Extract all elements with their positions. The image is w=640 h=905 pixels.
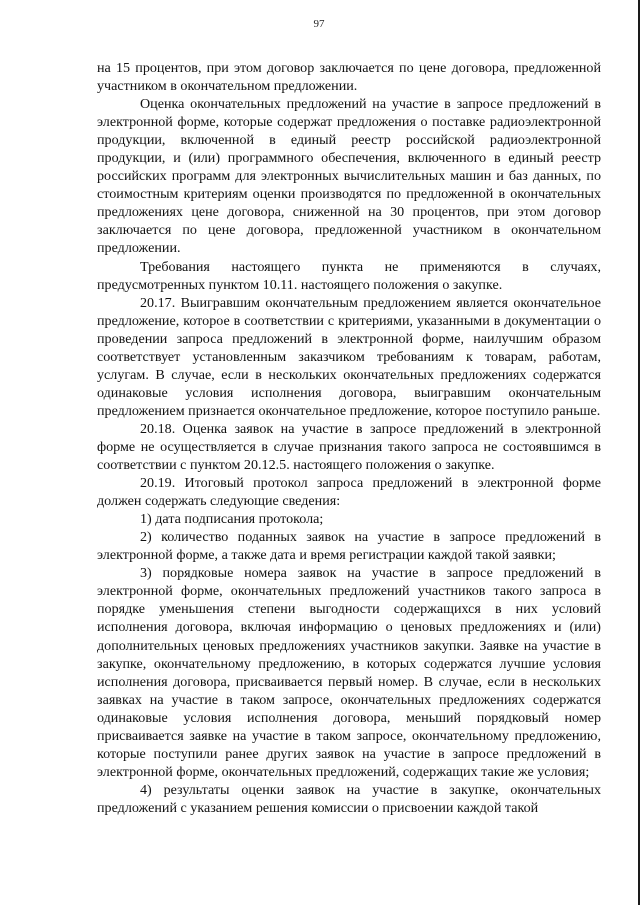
paragraph-20-18: 20.18. Оценка заявок на участие в запросе предложений в электронной форме не осуществляется в случае признания такого запроса не состоявшимся в соответствии с пунктом 20.12.5. настоящего положения о закупке. [97,420,601,474]
list-item-2: 2) количество поданных заявок на участие в запросе предложений в электронной форме, а также дата и время регистрации каждой такой заявки; [97,529,601,564]
page-number: 97 [313,18,325,30]
paragraph-20-19: 20.19. Итоговый протокол запроса предложений в электронной форме должен содержать следующие сведения: [97,475,601,510]
paragraph-evaluation-price: Оценка окончательных предложений на участие в запросе предложений в электронной форме, которые содержат предложения о поставке радиоэлектронной продукции, включенной в единый реестр российской радиоэлектронной продукции, и (или) программного обеспечения, включенного в единый реестр российских программ для электронных вычислительных машин и баз данных, по стоимостным критериям оценки производятся по предложенной в окончательных предложениях цене договора, сниженной на 30 процентов, при этом договор заключается по цене договора, предложенной участником в окончательном предложении. [97,96,601,257]
list-item-3: 3) порядковые номера заявок на участие в запросе предложений в электронной форме, окончательных предложений участников такого запроса в порядке уменьшения степени выгодности содержащихся в них условий исполнения договора, включая информацию о ценовых предложениях и (или) дополнительных ценовых предложениях участников закупки. Заявке на участие в закупке, окончательному предложению, в которых содержатся лучшие условия исполнения договора, присваивается первый номер. В случае, если в нескольких заявках на участие в таком запросе, окончательных предложениях содержатся одинаковые условия исполнения договора, меньший порядковый номер присваивается заявке на участие в таком запросе, окончательному предложению, которые поступили ранее других заявок на участие в запросе предложений в электронной форме, окончательных предложений, содержащих такие же условия; [97,565,601,780]
document-body [97,59,601,817]
paragraph-requirements: Требования настоящего пункта не применяются в случаях, предусмотренных пунктом 10.11. настоящего положения о закупке. [97,258,601,293]
paragraph-continuation: на 15 процентов, при этом договор заключается по цене договора, предложенной участником в окончательном предложении. [97,60,601,95]
paragraph-20-17: 20.17. Выигравшим окончательным предложением является окончательное предложение, которое в соответствии с критериями, указанными в документации о проведении запроса предложений в электронной форме, наилучшим образом соответствует установленным заказчиком требованиям к товарам, работам, услугам. В случае, если в нескольких окончательных предложениях содержатся одинаковые условия исполнения договора, выигравшим окончательным предложением признается окончательное предложение, которое поступило раньше. [97,294,601,419]
list-item-1: 1) дата подписания протокола; [140,511,324,528]
list-item-4: 4) результаты оценки заявок на участие в закупке, окончательных предложений с указанием решения комиссии о присвоении каждой такой [97,781,601,816]
